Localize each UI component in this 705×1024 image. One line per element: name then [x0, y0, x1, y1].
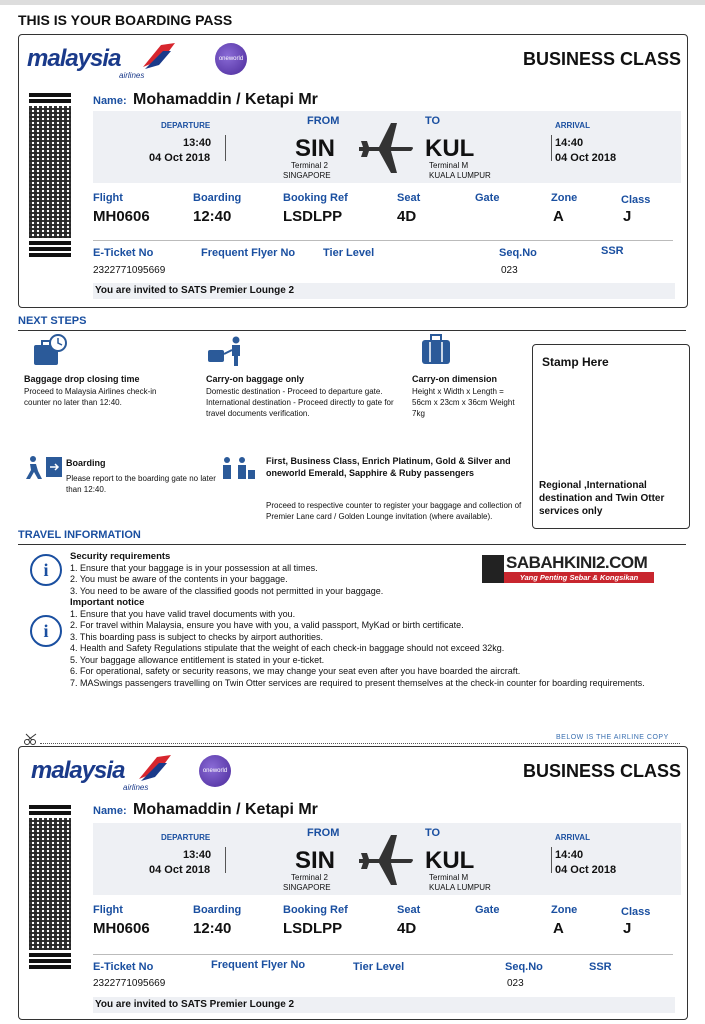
- ssr-label: SSR: [589, 961, 612, 973]
- carry-on-title: Carry-on baggage only: [206, 374, 305, 384]
- to-code: KUL: [425, 135, 475, 162]
- to-label: TO: [425, 827, 441, 839]
- travel-info-heading: TRAVEL INFORMATION: [18, 529, 141, 541]
- booking-ref-value: LSDLPP: [283, 208, 343, 225]
- name-label: Name:: [93, 95, 127, 107]
- seat-label: Seat: [397, 192, 421, 204]
- from-city: SINGAPORE: [283, 171, 331, 180]
- ssr-label: SSR: [601, 245, 624, 257]
- zone-value: A: [553, 208, 564, 225]
- departure-time: 13:40: [183, 849, 212, 861]
- bag-drop-text: Proceed to Malaysia Airlines check-in counter no later than 12:40.: [24, 387, 157, 407]
- eticket-value: 2322771095669: [93, 978, 166, 989]
- class-label: Class: [621, 906, 651, 918]
- eticket-label: E-Ticket No: [93, 961, 154, 973]
- malaysia-airlines-logo: malaysia: [27, 45, 121, 72]
- seq-no-value: 023: [501, 265, 518, 276]
- arrival-time: 14:40: [555, 849, 584, 861]
- malaysia-airlines-logo: malaysia: [31, 757, 125, 784]
- stamp-box: [532, 344, 690, 529]
- seat-value: 4D: [397, 920, 417, 937]
- watermark-emblem: [482, 555, 504, 583]
- departure-time: 13:40: [183, 137, 212, 149]
- important-item: 4. Health and Safety Regulations stipulate that the weight of each check-in baggage should not exceed 32kg.: [70, 643, 505, 653]
- flight-value: MH0606: [93, 920, 150, 937]
- watermark-main: SABAHKINI2.COM: [506, 553, 648, 572]
- airline-kite-icon: [141, 41, 177, 71]
- tear-line: [40, 743, 680, 744]
- important-title: Important notice: [70, 597, 145, 608]
- boarding-pass-passenger: [18, 34, 688, 308]
- divider: [93, 954, 673, 955]
- boarding-label: Boarding: [193, 904, 242, 916]
- security-title: Security requirements: [70, 551, 171, 562]
- flight-label: Flight: [93, 192, 123, 204]
- from-code: SIN: [295, 135, 336, 162]
- departure-date: 04 Oct 2018: [149, 152, 211, 164]
- boarding-title: Boarding: [66, 458, 106, 468]
- watermark-sub: Yang Penting Sebar & Kongsikan: [504, 572, 654, 583]
- suitcase-icon: [420, 334, 452, 366]
- logo-subtext: airlines: [119, 71, 145, 80]
- from-terminal: Terminal 2: [291, 873, 328, 882]
- airplane-icon: [357, 119, 415, 175]
- barcode: [29, 93, 71, 259]
- dimension-title: Carry-on dimension: [412, 374, 498, 384]
- class-label: Class: [621, 194, 651, 206]
- travel-info-divider: [18, 544, 686, 545]
- arrival-date: 04 Oct 2018: [555, 152, 617, 164]
- from-code: SIN: [295, 847, 336, 874]
- important-item: 1. Ensure that you have valid travel documents with you.: [70, 608, 296, 619]
- arrival-label: ARRIVAL: [555, 833, 590, 842]
- next-steps-divider: [18, 330, 686, 331]
- passenger-name: Mohamaddin / Ketapi Mr: [133, 801, 318, 818]
- to-terminal: Terminal M: [429, 161, 469, 170]
- airplane-icon: [357, 831, 415, 887]
- barcode: [29, 805, 71, 971]
- departure-date: 04 Oct 2018: [149, 864, 211, 876]
- ffn-label: Frequent Flyer No: [211, 959, 306, 971]
- to-label: TO: [425, 115, 441, 127]
- airline-copy-label: BELOW IS THE AIRLINE COPY: [556, 734, 669, 741]
- arrival-date: 04 Oct 2018: [555, 864, 617, 876]
- important-item: 7. MASwings passengers travelling on Twin Otter services are required to present themselves at the check-in counter for boarding requirements.: [70, 677, 645, 688]
- tier-level-label: Tier Level: [323, 247, 375, 259]
- boarding-label: Boarding: [193, 192, 242, 204]
- premium-title: First, Business Class, Enrich Platinum, Gold & Silver and oneworld Emerald, Sapphire & Ruby passengers: [266, 456, 511, 478]
- logo-subtext: airlines: [123, 783, 149, 792]
- premium-text: Proceed to respective counter to register your baggage and collection of Premier Lane card / Golden Lounge invitation (where available).: [266, 501, 522, 521]
- important-item: 3. This boarding pass is subject to checks by airport authorities.: [70, 631, 323, 642]
- bag-drop-title: Baggage drop closing time: [24, 374, 140, 384]
- seat-value: 4D: [397, 208, 417, 225]
- boarding-walk-icon: [26, 455, 64, 481]
- premium-passenger-icon: [220, 456, 256, 482]
- airline-kite-icon: [137, 753, 173, 783]
- stamp-title: Stamp Here: [542, 355, 609, 369]
- sabahkini-watermark: [482, 555, 654, 585]
- zone-label: Zone: [551, 192, 578, 204]
- lounge-invitation: You are invited to SATS Premier Lounge 2: [93, 283, 675, 299]
- page-title: THIS IS YOUR BOARDING PASS: [18, 12, 233, 28]
- stamp-text: Regional ,International destination and Twin Otter services only: [539, 480, 665, 517]
- security-item: 2. You must be aware of the contents in your baggage.: [70, 574, 288, 584]
- from-label: FROM: [307, 827, 340, 839]
- booking-ref-label: Booking Ref: [283, 904, 348, 916]
- scissors-icon: [24, 733, 38, 745]
- booking-ref-label: Booking Ref: [283, 192, 348, 204]
- info-icon: i: [30, 615, 62, 647]
- from-city: SINGAPORE: [283, 883, 331, 892]
- next-steps-heading: NEXT STEPS: [18, 315, 87, 327]
- to-terminal: Terminal M: [429, 873, 469, 882]
- departure-label: DEPARTURE: [161, 121, 211, 130]
- oneworld-logo: oneworld: [199, 755, 231, 787]
- boarding-pass-airline: [18, 746, 688, 1020]
- booking-ref-value: LSDLPP: [283, 920, 343, 937]
- carry-on-icon: [206, 336, 246, 366]
- from-label: FROM: [307, 115, 340, 127]
- route-panel: [93, 823, 681, 895]
- baggage-clock-icon: [32, 333, 68, 367]
- class-title: BUSINESS CLASS: [522, 761, 681, 781]
- carry-on-text: Domestic destination - Proceed to departure gate. International destination - Proceed directly to gate for travel documents verification.: [206, 387, 394, 418]
- divider: [93, 240, 673, 241]
- lounge-invitation: You are invited to SATS Premier Lounge 2: [93, 997, 675, 1013]
- boarding-value: 12:40: [193, 920, 232, 937]
- class-value: J: [623, 208, 632, 225]
- flight-value: MH0606: [93, 208, 150, 225]
- boarding-text: Please report to the boarding gate no later than 12:40.: [66, 474, 216, 494]
- name-label: Name:: [93, 805, 127, 817]
- tier-level-label: Tier Level: [353, 961, 405, 973]
- seq-no-value: 023: [507, 978, 524, 989]
- flight-label: Flight: [93, 904, 123, 916]
- arrival-label: ARRIVAL: [555, 121, 590, 130]
- zone-label: Zone: [551, 904, 578, 916]
- to-city: KUALA LUMPUR: [429, 171, 491, 180]
- class-title: BUSINESS CLASS: [522, 49, 681, 69]
- gate-label: Gate: [475, 192, 500, 204]
- route-panel: [93, 111, 681, 183]
- seat-label: Seat: [397, 904, 421, 916]
- seq-no-label: Seq.No: [505, 961, 543, 973]
- gate-label: Gate: [475, 904, 500, 916]
- seq-no-label: Seq.No: [499, 247, 537, 259]
- boarding-value: 12:40: [193, 208, 232, 225]
- eticket-label: E-Ticket No: [93, 247, 154, 259]
- eticket-value: 2322771095669: [93, 265, 166, 276]
- important-item: 2. For travel within Malaysia, ensure you have with you, a valid passport, MyKad or birth certificate.: [70, 620, 464, 630]
- important-item: 5. Your baggage allowance entitlement is stated in your e-ticket.: [70, 654, 325, 665]
- arrival-time: 14:40: [555, 137, 584, 149]
- class-value: J: [623, 920, 632, 937]
- dimension-text: Height x Width x Length = 56cm x 23cm x 36cm Weight 7kg: [412, 387, 515, 418]
- ffn-label: Frequent Flyer No: [201, 247, 296, 259]
- passenger-name: Mohamaddin / Ketapi Mr: [133, 91, 318, 108]
- from-terminal: Terminal 2: [291, 161, 328, 170]
- important-item: 6. For operational, safety or security reasons, we may change your seat even after you have boarded the aircraft.: [70, 666, 521, 676]
- security-item: 3. You need to be aware of the classified goods not permitted in your baggage.: [70, 585, 384, 596]
- info-icon: i: [30, 554, 62, 586]
- security-item: 1. Ensure that your baggage is in your possession at all times.: [70, 562, 318, 573]
- to-code: KUL: [425, 847, 475, 874]
- to-city: KUALA LUMPUR: [429, 883, 491, 892]
- oneworld-logo: oneworld: [215, 43, 247, 75]
- zone-value: A: [553, 920, 564, 937]
- departure-label: DEPARTURE: [161, 833, 211, 842]
- top-edge: [0, 0, 705, 5]
